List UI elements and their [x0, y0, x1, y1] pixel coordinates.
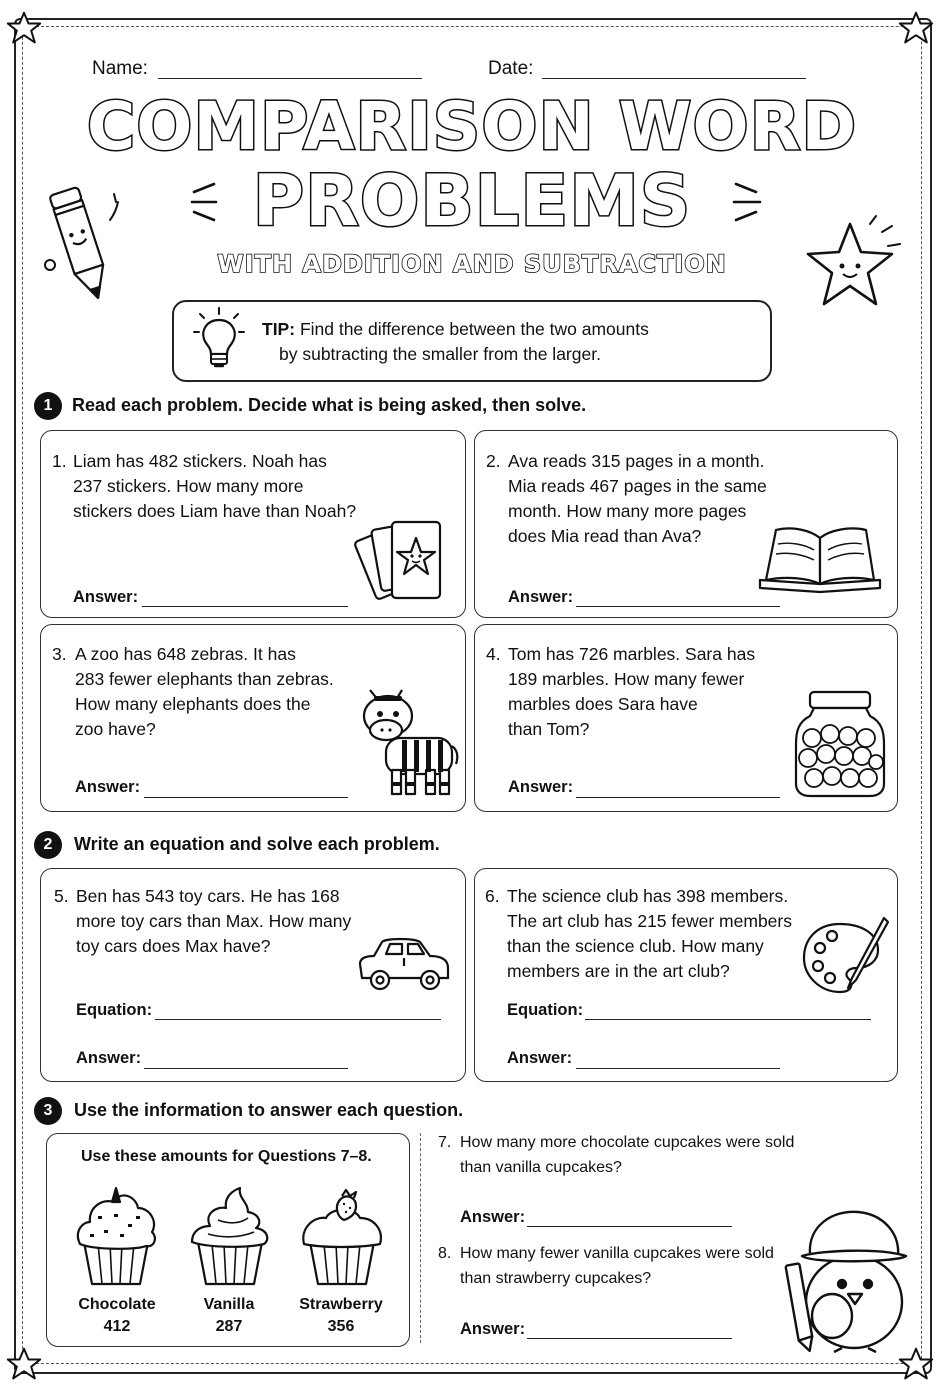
problem-5-line: more toy cars than Max. How many	[76, 911, 352, 931]
zebra-icon	[356, 686, 460, 802]
spark-lines-icon	[730, 178, 770, 228]
problem-4-line: Tom has 726 marbles. Sara has	[508, 644, 756, 664]
cupcake-name-vanilla: Vanilla	[203, 1296, 255, 1313]
problem-5-line: Ben has 543 toy cars. He has 168	[76, 886, 340, 906]
subtitle: WITH ADDITION AND SUBTRACTION	[217, 250, 727, 278]
problem-1-line: stickers does Liam have than Noah?	[73, 501, 357, 521]
title-line-1: COMPARISON WORD	[86, 88, 858, 165]
problem-6-number: 6.	[485, 886, 500, 906]
cupcake-icon	[188, 1186, 272, 1286]
problem-2-line: Mia reads 467 pages in the same	[508, 476, 767, 496]
problem-2-answer-field[interactable]	[576, 606, 780, 607]
problem-5-answer-label: Answer:	[76, 1049, 142, 1067]
problem-4-text	[508, 642, 755, 742]
problem-4-line: than Tom?	[508, 719, 590, 739]
section-3-instruction: Use the information to answer each question.	[74, 1100, 464, 1120]
star-icon	[898, 10, 934, 46]
problem-3-line: 283 fewer elephants than zebras.	[75, 669, 334, 689]
problem-5-equation-label: Equation:	[76, 1001, 153, 1019]
cupcake-name-strawberry: Strawberry	[299, 1296, 383, 1313]
tip-line-1: Find the difference between the two amounts	[299, 319, 649, 339]
problem-5-number: 5.	[54, 886, 69, 906]
cupcake-box-title: Use these amounts for Questions 7–8.	[81, 1148, 372, 1165]
cards-icon	[356, 514, 456, 610]
problem-1-answer-field[interactable]	[142, 606, 348, 607]
star-icon	[6, 1346, 42, 1382]
star-mascot-icon	[798, 216, 908, 316]
star-icon	[6, 10, 42, 46]
problem-1-answer-label: Answer:	[73, 588, 139, 606]
question-8-number: 8.	[438, 1245, 452, 1262]
problem-2-line: Ava reads 315 pages in a month.	[508, 451, 765, 471]
question-8-answer-field[interactable]	[527, 1338, 732, 1339]
name-field[interactable]	[158, 78, 422, 79]
name-label: Name:	[92, 58, 148, 79]
question-8-text	[460, 1241, 774, 1291]
problem-3-line: How many elephants does the	[75, 694, 311, 714]
problem-5-answer-field[interactable]	[144, 1068, 348, 1069]
question-8-line: than strawberry cupcakes?	[460, 1270, 652, 1287]
problem-3-number: 3.	[52, 644, 67, 664]
bird-mascot-icon	[782, 1204, 912, 1354]
palette-icon	[800, 914, 890, 996]
problem-1-line: 237 stickers. How many more	[73, 476, 304, 496]
tip-text	[262, 317, 649, 367]
section-2-number: 2	[34, 831, 62, 859]
question-7-text	[460, 1130, 794, 1180]
pencil-mascot-icon	[38, 180, 128, 310]
problem-4-line: 189 marbles. How many fewer	[508, 669, 745, 689]
problem-1-number: 1.	[52, 451, 67, 471]
question-7-answer-label: Answer:	[460, 1208, 526, 1226]
section-3-number: 3	[34, 1097, 62, 1125]
problem-4-answer-label: Answer:	[508, 778, 574, 796]
tip-label: TIP:	[262, 319, 296, 339]
question-7-line: How many more chocolate cupcakes were sold	[460, 1134, 795, 1151]
section-2-instruction: Write an equation and solve each problem.	[74, 834, 440, 854]
question-8-answer-label: Answer:	[460, 1320, 526, 1338]
question-8-line: How many fewer vanilla cupcakes were sold	[460, 1245, 774, 1262]
divider	[420, 1133, 421, 1343]
problem-3-answer-label: Answer:	[75, 778, 141, 796]
question-7-answer-field[interactable]	[527, 1226, 732, 1227]
cupcake-icon	[74, 1186, 158, 1286]
problem-6-line: than the science club. How many	[507, 936, 764, 956]
problem-3-line: A zoo has 648 zebras. It has	[75, 644, 296, 664]
problem-6-line: The science club has 398 members.	[507, 886, 789, 906]
section-1-instruction: Read each problem. Decide what is being asked, then solve.	[72, 395, 587, 415]
date-field[interactable]	[542, 78, 806, 79]
problem-6-text	[507, 884, 792, 984]
problem-2-text	[508, 449, 767, 549]
problem-1-text	[73, 449, 356, 524]
spark-lines-icon	[186, 178, 226, 228]
problem-1-line: Liam has 482 stickers. Noah has	[73, 451, 327, 471]
problem-6-answer-field[interactable]	[576, 1068, 780, 1069]
problem-4-line: marbles does Sara have	[508, 694, 698, 714]
marble-jar-icon	[794, 688, 886, 800]
car-icon	[356, 934, 452, 992]
problem-3-text	[75, 642, 334, 742]
tip-line-2: by subtracting the smaller from the larger.	[279, 344, 601, 364]
problem-6-answer-label: Answer:	[507, 1049, 573, 1067]
problem-4-answer-field[interactable]	[576, 797, 780, 798]
section-1-number: 1	[34, 392, 62, 420]
cupcake-icon	[300, 1186, 384, 1286]
title-line-2: PROBLEMS	[252, 160, 692, 242]
cupcake-value-chocolate: 412	[103, 1318, 131, 1335]
problem-3-line: zoo have?	[75, 719, 156, 739]
cupcake-value-vanilla: 287	[215, 1318, 243, 1335]
question-7-number: 7.	[438, 1134, 452, 1151]
problem-4-number: 4.	[486, 644, 501, 664]
problem-5-equation-field[interactable]	[155, 1019, 441, 1020]
problem-6-line: The art club has 215 fewer members	[507, 911, 792, 931]
problem-6-equation-field[interactable]	[585, 1019, 871, 1020]
problem-2-answer-label: Answer:	[508, 588, 574, 606]
problem-2-line: does Mia read than Ava?	[508, 526, 702, 546]
problem-6-line: members are in the art club?	[507, 961, 730, 981]
question-7-line: than vanilla cupcakes?	[460, 1159, 622, 1176]
cupcake-name-chocolate: Chocolate	[78, 1296, 156, 1313]
problem-2-line: month. How many more pages	[508, 501, 747, 521]
problem-2-number: 2.	[486, 451, 501, 471]
date-label: Date:	[488, 58, 534, 79]
problem-3-answer-field[interactable]	[144, 797, 348, 798]
lightbulb-icon	[192, 306, 246, 372]
problem-5-text	[76, 884, 351, 959]
problem-6-equation-label: Equation:	[507, 1001, 584, 1019]
problem-5-line: toy cars does Max have?	[76, 936, 271, 956]
cupcake-value-strawberry: 356	[327, 1318, 355, 1335]
book-icon	[756, 522, 884, 596]
